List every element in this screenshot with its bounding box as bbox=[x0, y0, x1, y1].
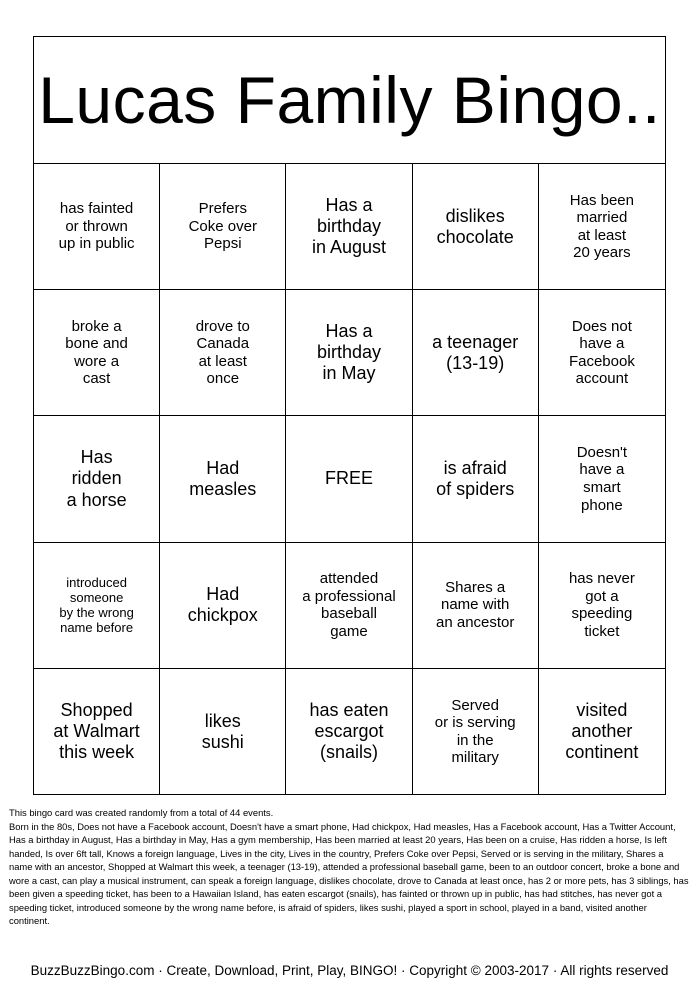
bingo-cell bbox=[34, 669, 160, 795]
free-cell bbox=[286, 416, 412, 542]
cell-text: Has a birthday in August bbox=[311, 195, 387, 258]
cell-text: drove to Canada at least once bbox=[195, 317, 250, 388]
cell-text: has eaten escargot (snails) bbox=[309, 700, 389, 763]
bingo-cell bbox=[539, 416, 665, 542]
cell-text: FREE bbox=[324, 468, 373, 489]
cell-text: broke a bone and wore a cast bbox=[65, 317, 128, 388]
bingo-cell bbox=[539, 669, 665, 795]
cell-text: has fainted or thrown up in public bbox=[58, 200, 135, 253]
cell-text: Has a birthday in May bbox=[316, 321, 382, 384]
bingo-cell bbox=[34, 290, 160, 416]
cell-text: Had chickpox bbox=[187, 584, 258, 626]
bingo-cell bbox=[413, 669, 539, 795]
bingo-cell bbox=[413, 416, 539, 542]
bingo-cell bbox=[160, 543, 286, 669]
bingo-cell bbox=[160, 669, 286, 795]
cell-text: Doesn't have a smart phone bbox=[576, 443, 628, 514]
info-intro: This bingo card was created randomly from a total of 44 events. bbox=[9, 807, 274, 818]
card-info bbox=[9, 806, 689, 928]
cell-text: Shopped at Walmart this week bbox=[53, 700, 140, 763]
cell-text: introduced someone by the wrong name before bbox=[59, 574, 134, 636]
bingo-cell bbox=[539, 164, 665, 290]
cell-text: Has ridden a horse bbox=[66, 447, 127, 510]
bingo-cell bbox=[286, 164, 412, 290]
bingo-cell bbox=[286, 543, 412, 669]
cell-text: likes sushi bbox=[201, 710, 244, 752]
bingo-cell bbox=[34, 164, 160, 290]
bingo-cell bbox=[413, 290, 539, 416]
bingo-cell bbox=[34, 416, 160, 542]
cell-text: Had measles bbox=[189, 457, 257, 499]
bingo-cell bbox=[539, 290, 665, 416]
cell-text: Shares a name with an ancestor bbox=[436, 578, 515, 631]
bingo-cell bbox=[286, 290, 412, 416]
bingo-cell bbox=[34, 543, 160, 669]
cell-text: a teenager (13-19) bbox=[432, 331, 519, 373]
cell-text: Does not have a Facebook account bbox=[568, 317, 635, 388]
bingo-cell bbox=[539, 543, 665, 669]
bingo-cell bbox=[413, 164, 539, 290]
bingo-cell bbox=[160, 416, 286, 542]
footer-credit: BuzzBuzzBingo.com · Create, Download, Print, Play, BINGO! · Copyright © 2003-2017 · All rights reserved bbox=[30, 963, 669, 978]
cell-text: has never got a speeding ticket bbox=[568, 570, 635, 640]
cell-text: Served or is serving in the military bbox=[434, 696, 516, 767]
cell-text: is afraid of spiders bbox=[436, 457, 515, 499]
bingo-cell bbox=[413, 543, 539, 669]
bingo-cell bbox=[160, 164, 286, 290]
bingo-cell bbox=[160, 290, 286, 416]
cell-text: attended a professional baseball game bbox=[302, 570, 396, 640]
card-title: Lucas Family Bingo.. bbox=[34, 37, 665, 164]
info-events-list: Born in the 80s, Does not have a Facebook account, Doesn't have a smart phone, Had chickpox, Had measles, Has a Facebook account, Has a Twitter Account, Has a birthday in August, Has a birthday in May, Has a gym membership, Has been married at least 20 years, Has been on a cruise, Has ridden a horse, Is left handed, Is over 6ft tall, Knows a foreign language, Lives in the city, Lives in the country, Prefers Coke over Pepsi, Served or is serving in the military, Shares a name with an ancestor, Shopped at Walmart this week, a teenager (13-19), attended a professional baseball game, been to an outdoor concert, broke a bone and wore a cast, can play a musical instrument, can speak a foreign language, dislikes chocolate, drove to Canada at least once, has 2 or more pets, has 3 siblings, has been given a speeding ticket, has been to a Hawaiian Island, has eaten escargot (snails), has fainted or thrown up in public, has had stitches, has never got a speeding ticket, introduced someone by the wrong name before, is afraid of spiders, likes sushi, played a sport in school, played in a band, visited another continent. bbox=[9, 820, 689, 926]
cell-text: Has been married at least 20 years bbox=[569, 191, 634, 262]
bingo-card bbox=[33, 36, 666, 795]
cell-text: dislikes chocolate bbox=[436, 205, 514, 247]
bingo-cell bbox=[286, 669, 412, 795]
cell-text: Prefers Coke over Pepsi bbox=[188, 200, 257, 253]
cell-text: visited another continent bbox=[565, 700, 639, 763]
bingo-grid bbox=[34, 164, 665, 795]
